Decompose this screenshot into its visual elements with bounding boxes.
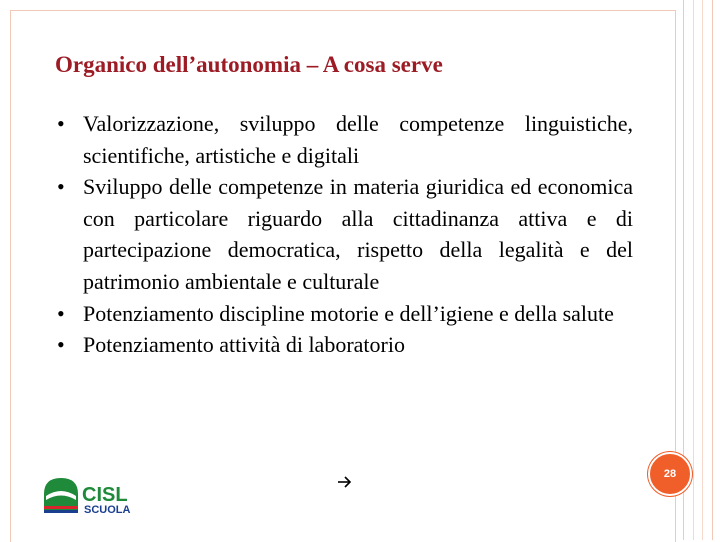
bullet-marker: • (57, 174, 65, 200)
bullet-marker: • (57, 332, 65, 358)
bullet-text: Valorizzazione, sviluppo delle competenze linguistiche, scientifiche, artistiche e digitali (83, 111, 633, 168)
bullet-item (55, 108, 633, 171)
bullet-text: Potenziamento discipline motorie e dell’igiene e della salute (83, 300, 614, 326)
logo-sub-text: SCUOLA (84, 504, 131, 516)
bullet-item (55, 298, 633, 330)
right-arrow-icon[interactable] (335, 474, 355, 490)
slide-title: Organico dell’autonomia – A cosa serve (55, 52, 443, 77)
bullet-item (55, 329, 633, 361)
logo-brand-text: CISL (82, 484, 128, 506)
bullet-list (55, 108, 633, 361)
bullet-marker: • (57, 111, 65, 136)
bullet-marker: • (57, 300, 65, 326)
decorative-side-bar (683, 0, 713, 540)
bullet-item (55, 171, 633, 297)
cisl-scuola-logo (42, 476, 152, 520)
bullet-text: Sviluppo delle competenze in materia giuridica ed economica con particolare riguardo alla cittadinanza attiva e di partecipazione democratica, rispetto della legalità e del patrimonio ambientale e culturale (83, 174, 633, 294)
page-number-badge: 28 (648, 452, 692, 496)
bullet-text: Potenziamento attività di laboratorio (83, 332, 405, 358)
